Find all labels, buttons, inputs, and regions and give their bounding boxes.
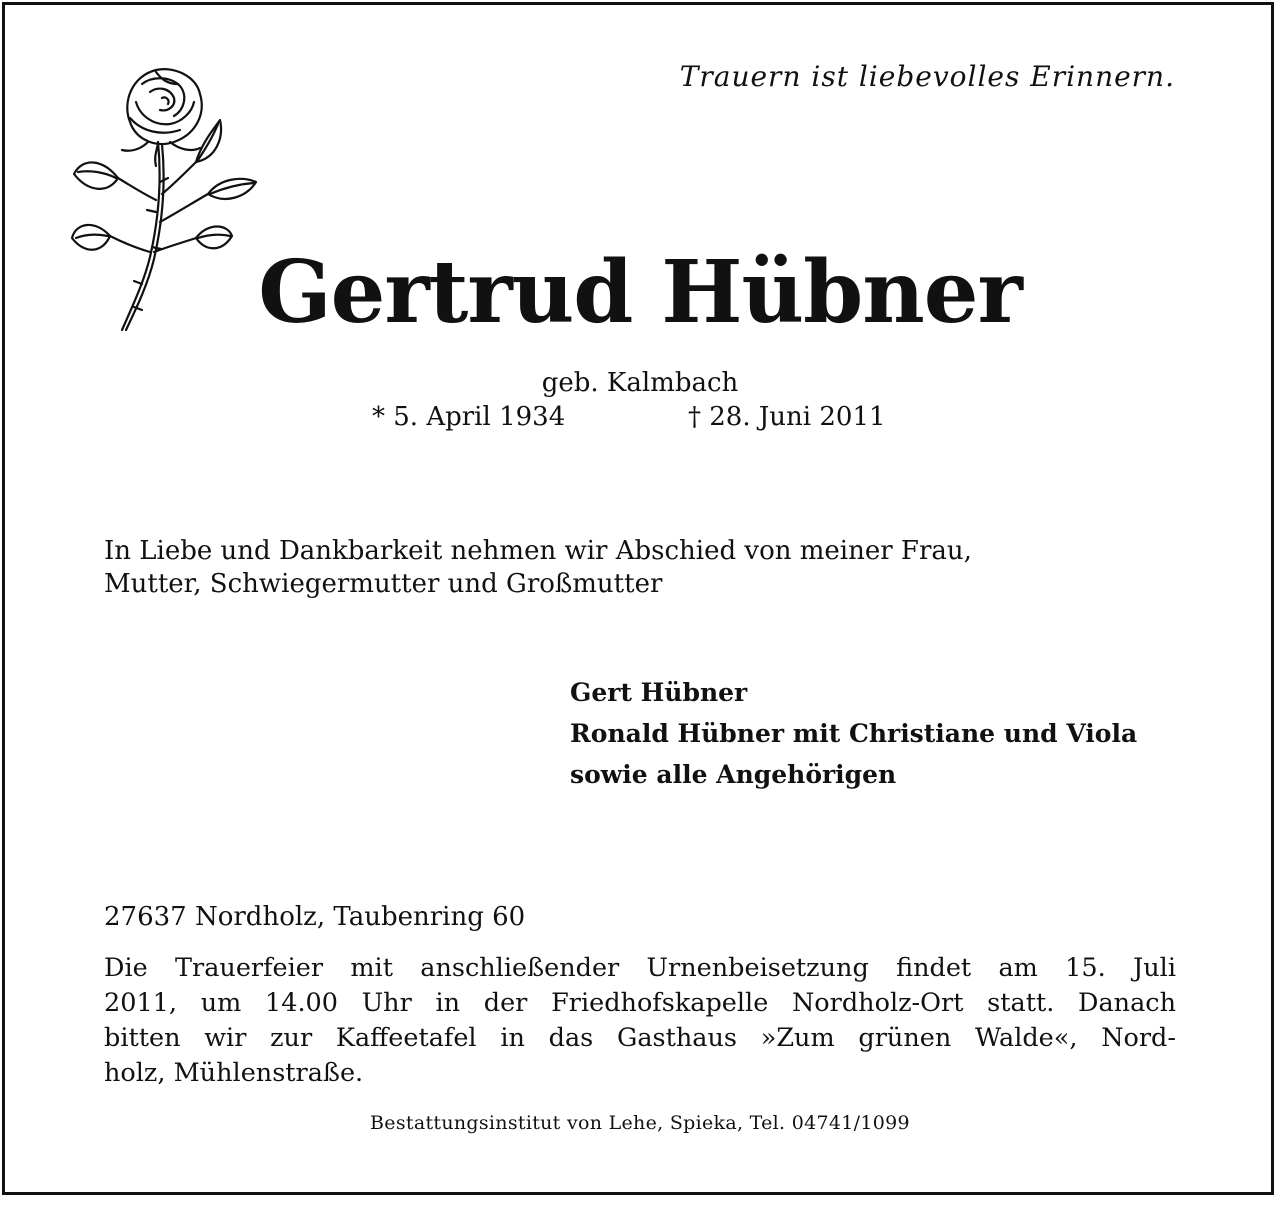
undertaker-info: Bestattungsinstitut von Lehe, Spieka, Tel. 04741/1099 (370, 1112, 910, 1134)
mourners-list (570, 672, 1137, 795)
farewell-line: Mutter, Schwiegermutter und Großmutter (104, 569, 663, 599)
farewell-line: In Liebe und Dankbarkeit nehmen wir Abschied von meiner Frau, (104, 536, 972, 566)
ceremony-line: Die Trauerfeier mit anschließender Urnenbeisetzung findet am 15. Juli (104, 953, 1176, 983)
death-date: † 28. Juni 2011 (688, 402, 886, 432)
farewell-text (104, 535, 1184, 601)
mourner: Ronald Hübner mit Christiane und Viola (570, 719, 1138, 748)
family-address: 27637 Nordholz, Taubenring 60 (104, 902, 526, 932)
deceased-name: Gertrud Hübner (258, 242, 1022, 343)
mourner: Gert Hübner (570, 678, 748, 707)
ceremony-text (104, 951, 1176, 1091)
ceremony-line: holz, Mühlenstraße. (104, 1058, 364, 1088)
ceremony-line: 2011, um 14.00 Uhr in der Friedhofskapelle Nordholz-Ort statt. Danach (104, 988, 1176, 1018)
mourner: sowie alle Angehörigen (570, 760, 897, 789)
motto: Trauern ist liebevolles Erinnern. (679, 60, 1175, 93)
maiden-name: geb. Kalmbach (541, 368, 739, 398)
ceremony-line: bitten wir zur Kaffeetafel in das Gasthaus »Zum grünen Walde«, Nord- (104, 1023, 1176, 1053)
birth-date: * 5. April 1934 (372, 402, 566, 432)
